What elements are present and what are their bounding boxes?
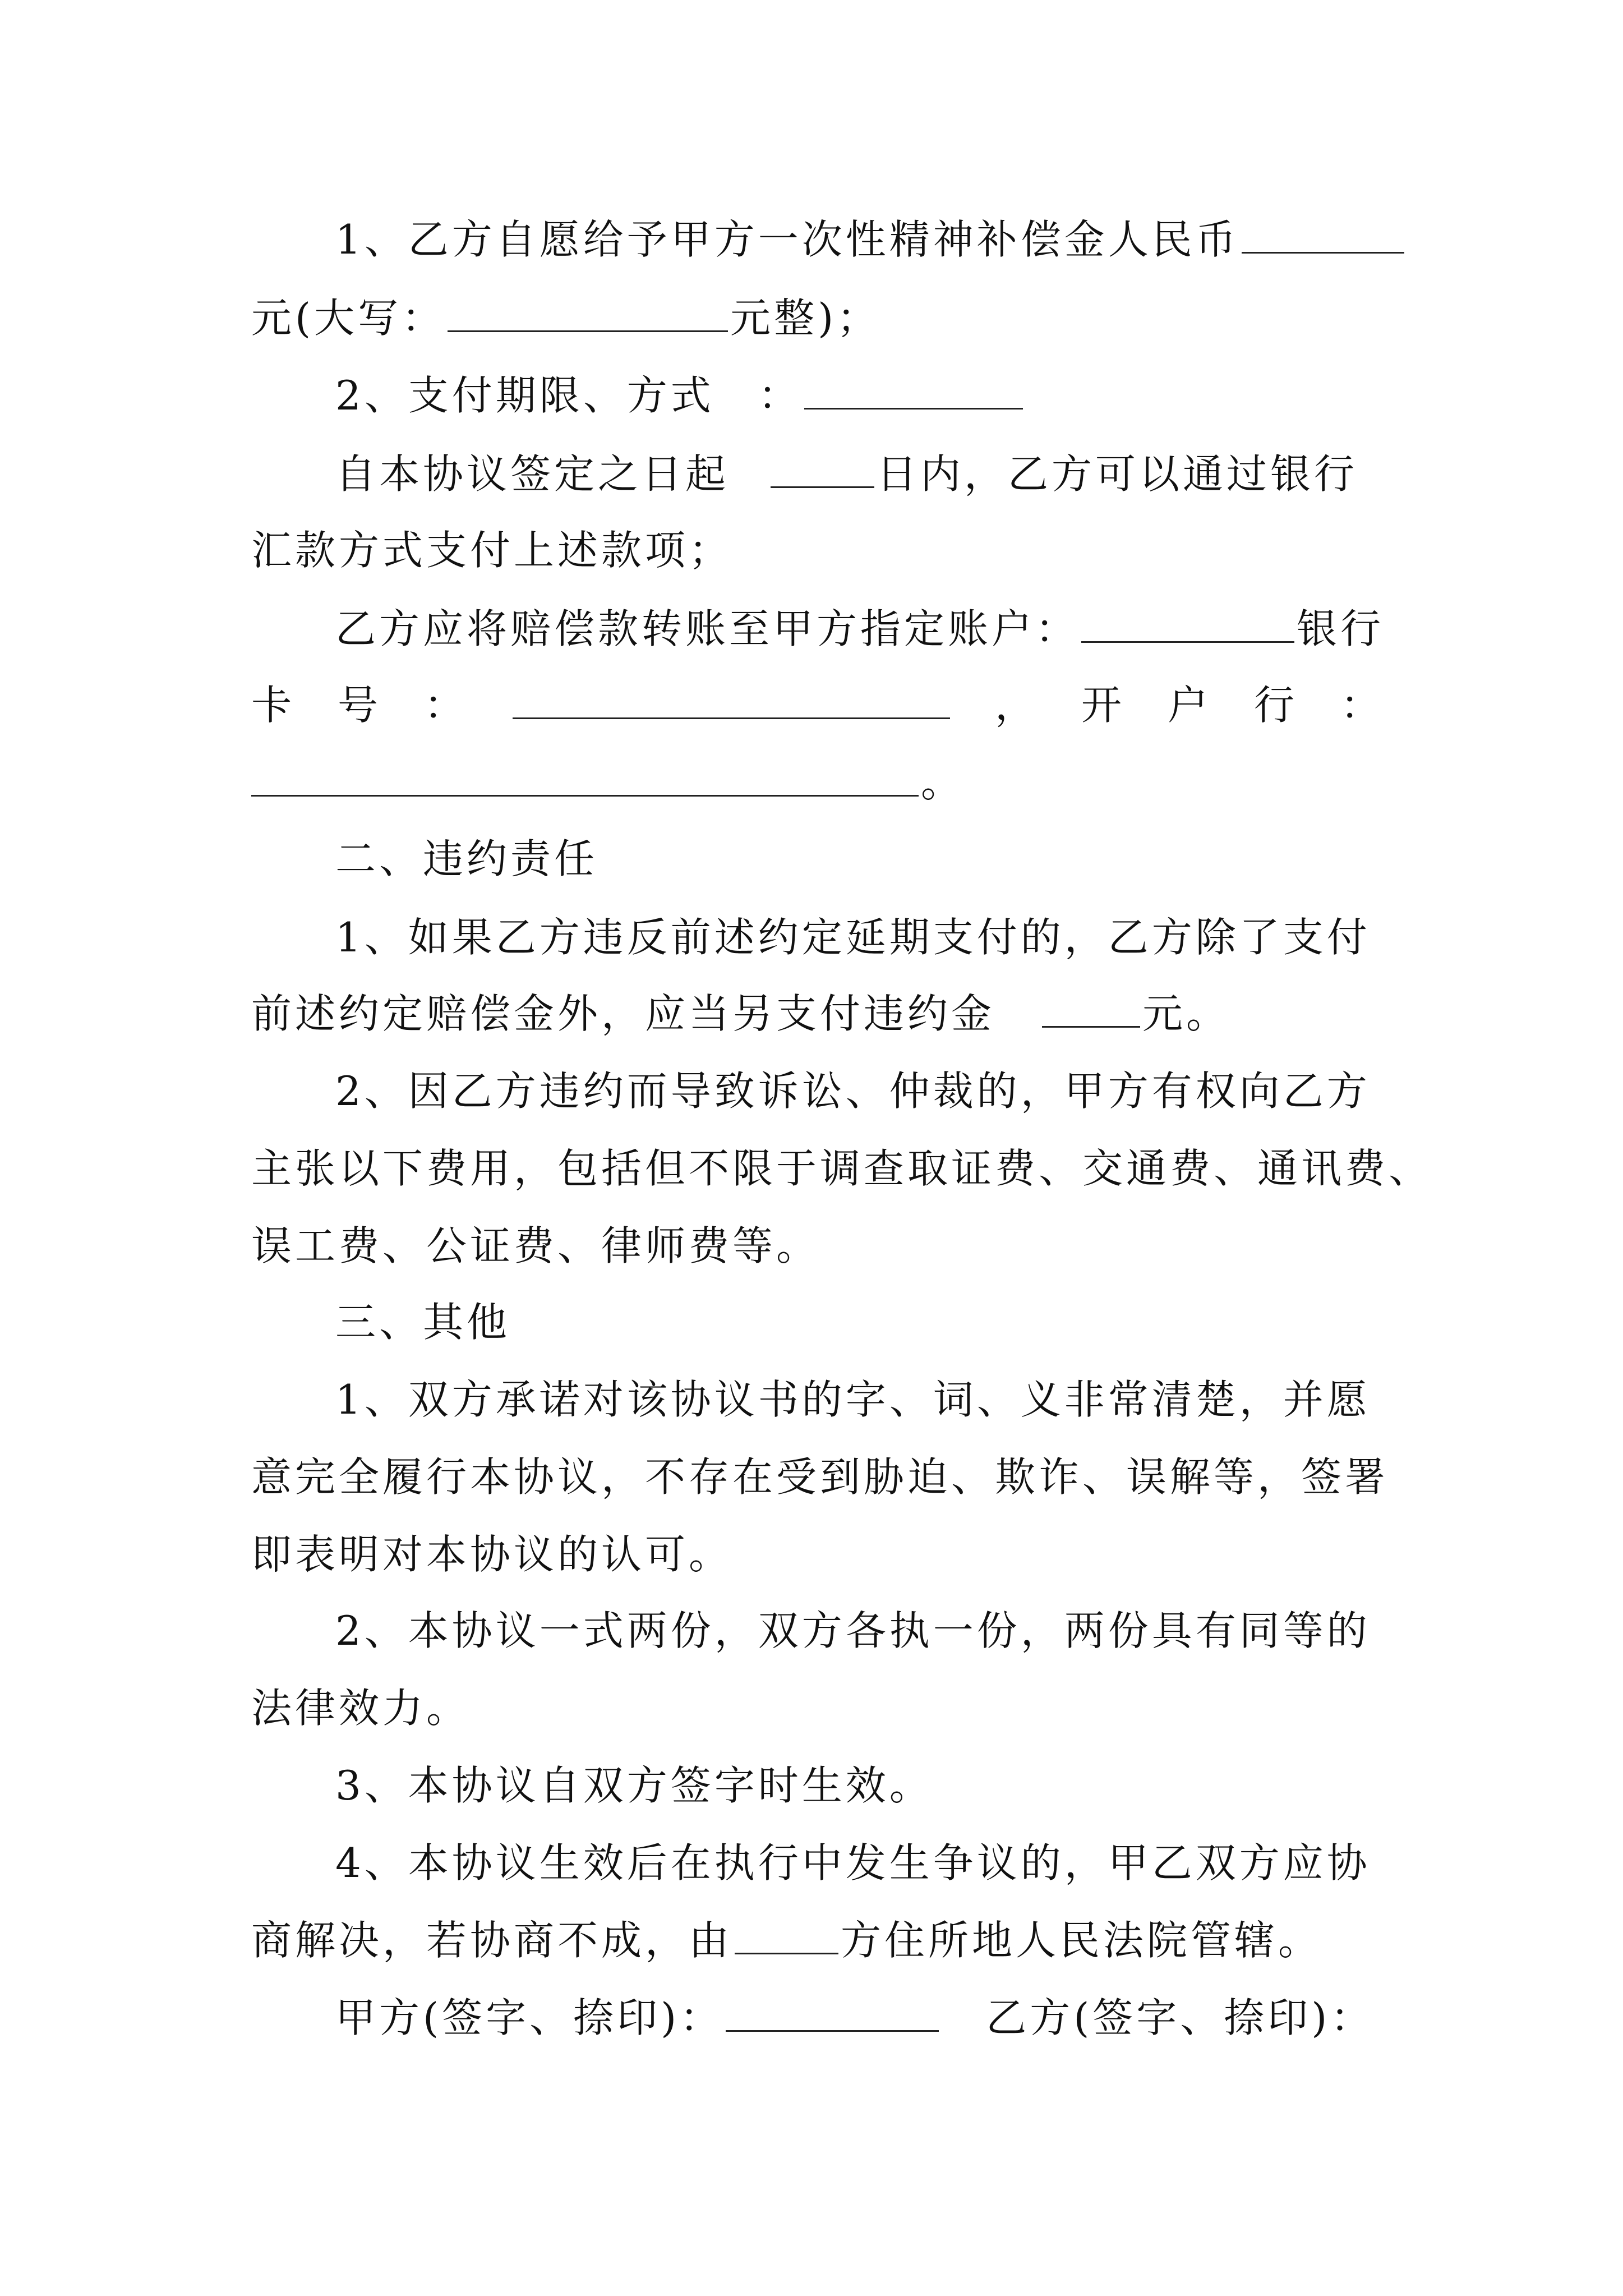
other-item-1-text-1: 1、双方承诺对该协议书的字、词、义非常清楚，并愿 bbox=[335, 1376, 1371, 1423]
compensation-line-1 bbox=[335, 209, 1468, 270]
other-item-2-line-1 bbox=[335, 1600, 1468, 1662]
penalty-suffix: 元。 bbox=[1142, 990, 1230, 1037]
payment-term-line-1 bbox=[335, 443, 1468, 505]
signature-line bbox=[335, 1987, 1536, 2049]
penalty-amount-blank bbox=[1042, 986, 1140, 1028]
breach-item-1-line-1 bbox=[335, 907, 1468, 968]
card-comma: ， bbox=[994, 682, 1039, 729]
section-3-title: 三、其他 bbox=[335, 1299, 511, 1346]
other-item-1-line-2 bbox=[251, 1446, 1389, 1508]
account-line bbox=[335, 598, 1468, 660]
breach-item-2-text-2: 主张以下费用，包括但不限于调查取证费、交通费、通讯费、 bbox=[251, 1145, 1433, 1192]
party-a-signature-label: 甲方(签字、捺印)： bbox=[335, 1994, 724, 2041]
payment-term-suffix: 日内，乙方可以通过银行 bbox=[877, 450, 1358, 498]
payment-term-prefix: 自本协议签定之日起 bbox=[335, 450, 730, 498]
breach-item-1-text: 1、如果乙方违反前述约定延期支付的，乙方除了支付 bbox=[335, 914, 1371, 961]
breach-item-1-line-2 bbox=[251, 983, 1384, 1045]
bank-char-1: 开 bbox=[1081, 682, 1125, 729]
jurisdiction-suffix: 方住所地人民法院管辖。 bbox=[841, 1917, 1322, 1964]
breach-item-2-text-1: 2、因乙方违约而导致诉讼、仲裁的，甲方有权向乙方 bbox=[335, 1068, 1371, 1115]
section-3-title-line bbox=[335, 1291, 1468, 1353]
payment-heading-line bbox=[335, 365, 1468, 426]
payment-term-text: 汇款方式支付上述款项； bbox=[251, 527, 733, 574]
payment-method-blank bbox=[804, 367, 1023, 409]
section-2-title: 二、违约责任 bbox=[335, 835, 598, 882]
jurisdiction-prefix: 商解决，若协商不成，由 bbox=[251, 1917, 733, 1964]
breach-item-2-line-2 bbox=[251, 1138, 1433, 1199]
amount-words-blank bbox=[448, 290, 728, 332]
card-char-1: 卡 bbox=[251, 682, 296, 729]
breach-item-2-line-1 bbox=[335, 1060, 1468, 1122]
other-item-3-text: 3、本协议自双方签字时生效。 bbox=[335, 1762, 933, 1809]
other-item-1-text-2: 意完全履行本协议，不存在受到胁迫、欺诈、误解等，签署 bbox=[251, 1453, 1389, 1501]
other-item-2-line-2 bbox=[251, 1677, 1384, 1739]
penalty-prefix: 前述约定赔偿金外，应当另支付违约金 bbox=[251, 990, 995, 1037]
amount-words-suffix: 元整)； bbox=[730, 295, 881, 342]
amount-blank bbox=[1242, 211, 1404, 254]
other-item-1-line-3 bbox=[251, 1524, 1384, 1585]
jurisdiction-party-blank bbox=[735, 1912, 838, 1954]
amount-words-label: 元(大写： bbox=[251, 295, 446, 342]
other-item-1-text-3: 即表明对本协议的认可。 bbox=[251, 1531, 733, 1578]
other-item-4-text-1: 4、本协议生效后在执行中发生争议的，甲乙双方应协 bbox=[335, 1839, 1371, 1887]
compensation-text: 1、乙方自愿给予甲方一次性精神补偿金人民币 bbox=[335, 216, 1239, 263]
payment-heading: 2、支付期限、方式 ： bbox=[335, 372, 802, 419]
opening-bank-line bbox=[251, 752, 1384, 813]
other-item-2-text-1: 2、本协议一式两份，双方各执一份，两份具有同等的 bbox=[335, 1607, 1371, 1654]
card-char-2: 号 bbox=[338, 682, 382, 729]
opening-bank-blank bbox=[251, 754, 919, 797]
other-item-2-text-2: 法律效力。 bbox=[251, 1685, 471, 1732]
other-item-4-line-1 bbox=[335, 1832, 1468, 1894]
section-2-title-line bbox=[335, 828, 1468, 890]
bank-name-blank bbox=[1081, 601, 1294, 643]
card-number-blank bbox=[513, 677, 950, 719]
account-prefix: 乙方应将赔偿款转账至甲方指定账户： bbox=[335, 605, 1080, 652]
account-suffix: 银行 bbox=[1297, 605, 1385, 652]
compensation-line-2 bbox=[251, 287, 1384, 349]
other-item-4-line-2 bbox=[251, 1910, 1384, 1971]
opening-bank-period: 。 bbox=[921, 759, 965, 806]
card-char-3: ： bbox=[424, 682, 468, 729]
breach-item-2-line-3 bbox=[251, 1215, 1384, 1277]
bank-char-3: 行 bbox=[1253, 682, 1298, 729]
bank-char-2: 户 bbox=[1167, 682, 1211, 729]
bank-char-4: ： bbox=[1340, 682, 1384, 729]
breach-item-2-text-3: 误工费、公证费、律师费等。 bbox=[251, 1222, 820, 1269]
card-number-row bbox=[251, 674, 1384, 736]
payment-days-blank bbox=[771, 446, 874, 488]
party-a-signature-blank bbox=[726, 1990, 939, 2032]
other-item-1-line-1 bbox=[335, 1369, 1468, 1430]
party-b-signature-label: 乙方(签字、捺印)： bbox=[986, 1994, 1375, 2041]
payment-term-line-2 bbox=[251, 519, 1384, 581]
other-item-3-line bbox=[335, 1755, 1468, 1816]
card-number-line bbox=[251, 674, 1384, 736]
